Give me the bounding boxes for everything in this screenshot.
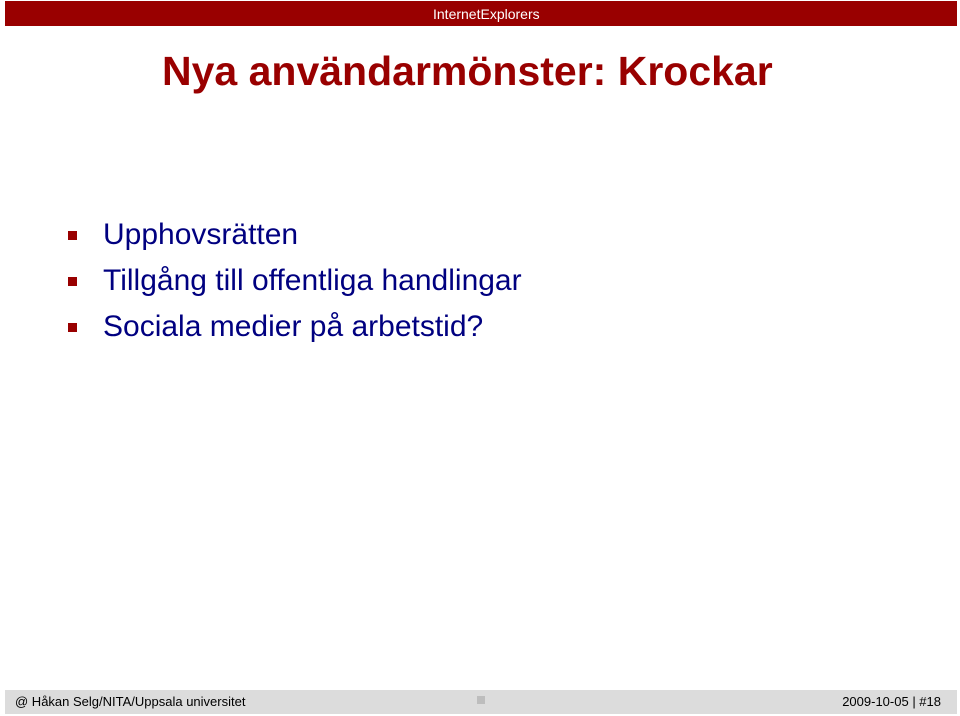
bullet-list: [68, 212, 522, 350]
bullet-text: Upphovsrätten: [103, 218, 299, 251]
footer-author: @ Håkan Selg/NITA/Uppsala universitet: [15, 694, 246, 709]
slide-title: Nya användarmönster: Krockar: [162, 48, 773, 94]
square-bullet-icon: [68, 323, 77, 332]
bullet-item: [68, 212, 522, 258]
bullet-item: [68, 304, 522, 350]
bullet-text: Sociala medier på arbetstid?: [103, 310, 484, 343]
square-marker-icon: [477, 696, 485, 704]
footer-date-slide-number: 2009-10-05 | #18: [842, 694, 941, 709]
header-bar: [5, 1, 957, 26]
square-bullet-icon: [68, 231, 77, 240]
bullet-item: [68, 258, 522, 304]
footer-bar: [5, 690, 957, 714]
bullet-text: Tillgång till offentliga handlingar: [103, 264, 522, 297]
brand-label: InternetExplorers: [433, 6, 540, 22]
square-bullet-icon: [68, 277, 77, 286]
